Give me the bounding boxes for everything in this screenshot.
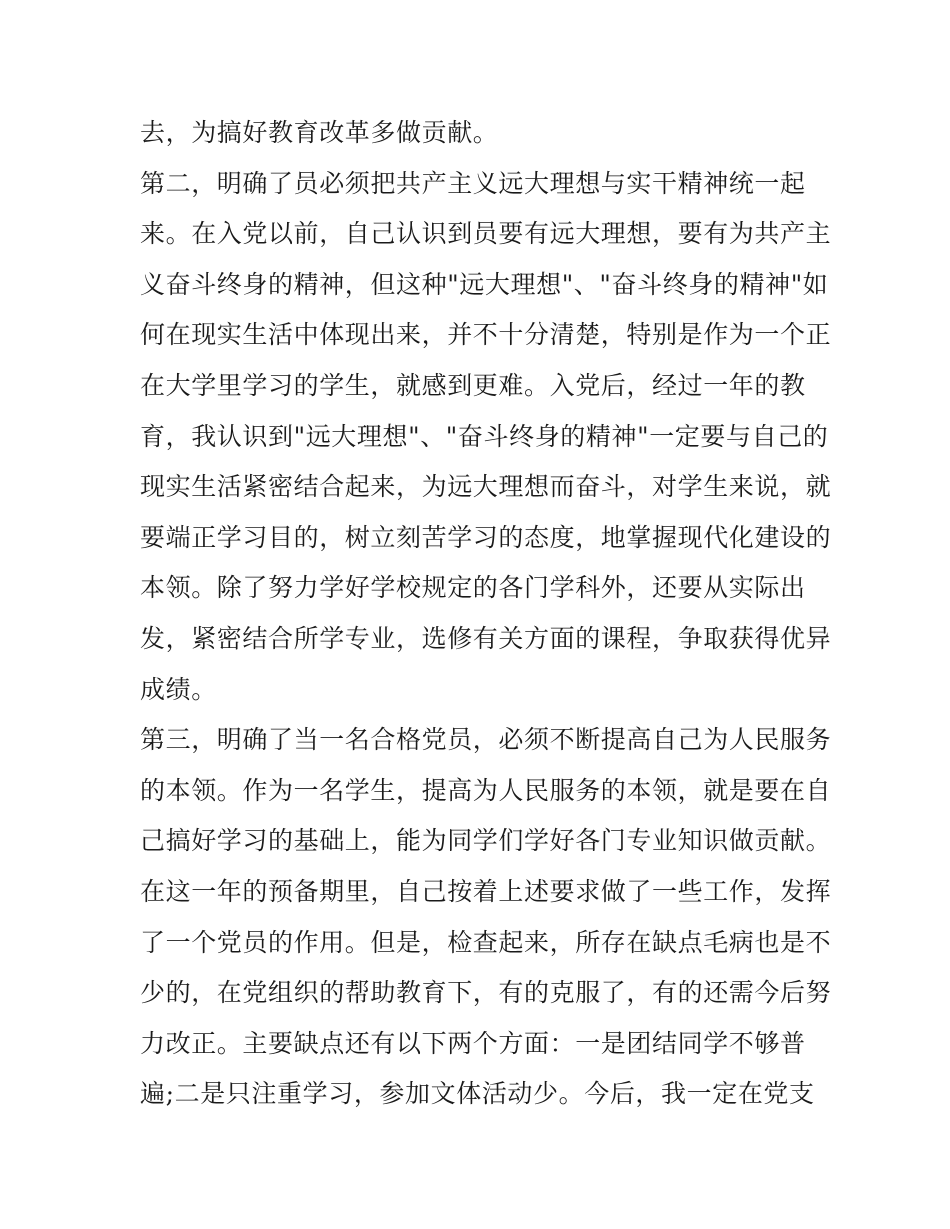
text-line: 的本领。作为一名学生，提高为人民服务的本领，就是要在自	[140, 775, 832, 805]
text-line: 力改正。主要缺点还有以下两个方面：一是团结同学不够普	[140, 1028, 806, 1058]
text-line: 义奋斗终身的精神，但这种"远大理想"、"奋斗终身的精神"如	[140, 269, 829, 299]
text-line: 来。在入党以前，自己认识到员要有远大理想，要有为共产主	[140, 219, 832, 249]
text-line: 育，我认识到"远大理想"、"奋斗终身的精神"一定要与自己的	[140, 421, 829, 451]
document-body	[140, 108, 832, 1120]
text-line: 要端正学习目的，树立刻苦学习的态度，地掌握现代化建设的	[140, 522, 832, 552]
text-line: 去，为搞好教育改革多做贡献。	[140, 118, 499, 147]
text-line: 现实生活紧密结合起来，为远大理想而奋斗，对学生来说，就	[140, 472, 832, 502]
text-line: 在这一年的预备期里，自己按着上述要求做了一些工作，发挥	[140, 876, 832, 906]
text-line: 第二，明确了员必须把共产主义远大理想与实干精神统一起	[140, 168, 806, 198]
text-line: 少的，在党组织的帮助教育下，有的克服了，有的还需今后努	[140, 978, 832, 1008]
text-line: 本领。除了努力学好学校规定的各门学科外，还要从实际出	[140, 573, 806, 603]
text-line: 在大学里学习的学生，就感到更难。入党后，经过一年的教	[140, 370, 806, 400]
text-line: 成绩。	[140, 674, 217, 704]
text-line: 第三，明确了当一名合格党员，必须不断提高自己为人民服务	[140, 725, 832, 755]
text-line: 了一个党员的作用。但是，检查起来，所存在缺点毛病也是不	[140, 927, 832, 957]
text-line: 发，紧密结合所学专业，选修有关方面的课程，争取获得优异	[140, 623, 832, 653]
text-line: 己搞好学习的基础上，能为同学们学好各门专业知识做贡献。	[140, 826, 832, 856]
text-line: 何在现实生活中体现出来，并不十分清楚，特别是作为一个正	[140, 320, 832, 350]
text-line: 遍;二是只注重学习，参加文体活动少。今后，我一定在党支	[140, 1079, 815, 1109]
